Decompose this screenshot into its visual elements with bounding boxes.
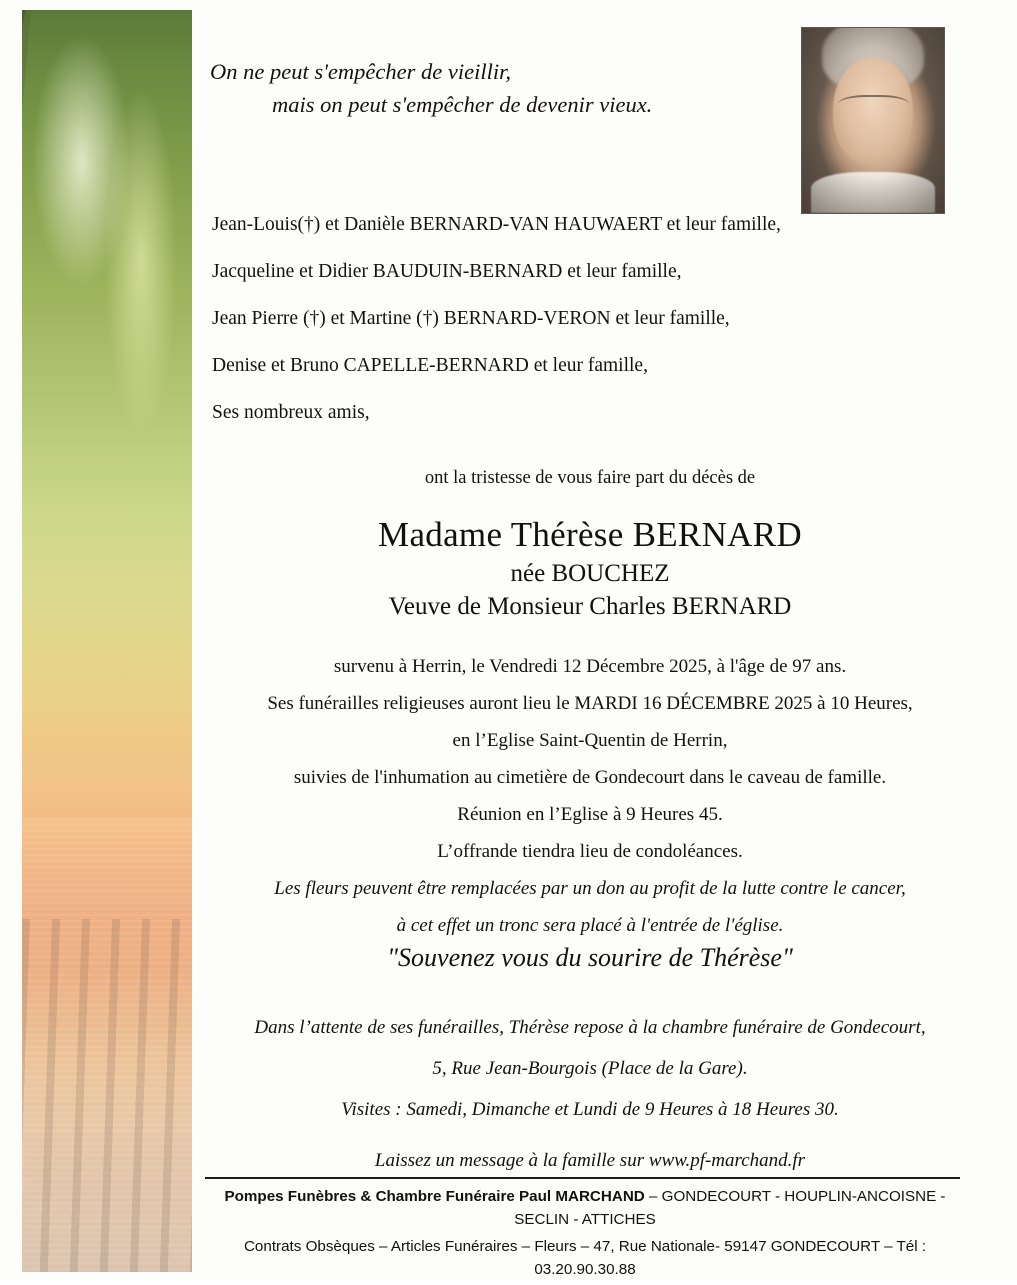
closing-line: 5, Rue Jean-Bourgois (Place de la Gare). <box>432 1058 748 1079</box>
closing-message-link[interactable]: Laissez un message à la famille sur www.pf-marchand.fr <box>374 1150 806 1171</box>
epitaph-line-1: On ne peut s'empêcher de vieillir, <box>210 59 511 84</box>
closing-line: Visites : Samedi, Dimanche et Lundi de 9 Heures à 18 Heures 30. <box>341 1099 839 1120</box>
detail-line: survenu à Herrin, le Vendredi 12 Décembre 2025, à l'âge de 97 ans. <box>333 656 847 677</box>
detail-line: Réunion en l’Eglise à 9 Heures 45. <box>457 804 723 825</box>
closing-line: Dans l’attente de ses funérailles, Thérèse repose à la chambre funéraire de Gondecourt, <box>254 1017 926 1038</box>
family-line: Jacqueline et Didier BAUDUIN-BERNARD et leur famille, <box>212 261 682 282</box>
memorial-quote: "Souvenez vous du sourire de Thérèse" <box>387 943 793 972</box>
footer-company-name: Pompes Funèbres & Chambre Funéraire Paul MARCHAND <box>224 1188 645 1205</box>
footer-block <box>205 1185 965 1285</box>
family-line: Jean Pierre (†) et Martine (†) BERNARD-VERON et leur famille, <box>212 308 730 329</box>
footer-services-line: Contrats Obsèques – Articles Funéraires – Fleurs – 47, Rue Nationale- 59147 GONDECOURT – Tél : 03.20.90.30.88 <box>243 1238 927 1278</box>
footer-company-line <box>205 1185 965 1231</box>
detail-line: suivies de l'inhumation au cimetière de Gondecourt dans le caveau de famille. <box>293 767 887 788</box>
ceremony-details <box>205 652 975 948</box>
closing-block <box>205 1012 975 1186</box>
ground-shadows-layer <box>22 919 192 1272</box>
deceased-spouse: Veuve de Monsieur Charles BERNARD <box>388 593 792 620</box>
detail-line: L’offrande tiendra lieu de condoléances. <box>437 841 743 862</box>
footer-company-locations: – GONDECOURT - HOUPLIN-ANCOISNE - SECLIN - ATTICHES <box>514 1188 946 1228</box>
family-list <box>212 212 952 447</box>
epitaph-block <box>210 55 785 121</box>
detail-line: Les fleurs peuvent être remplacées par un don au profit de la lutte contre le cancer, <box>274 878 906 899</box>
detail-line: en l’Eglise Saint-Quentin de Herrin, <box>452 730 728 751</box>
announcement-lead: ont la tristesse de vous faire part du décès de <box>424 468 756 488</box>
deceased-maiden-name: née BOUCHEZ <box>510 560 670 587</box>
epitaph-line-2: mais on peut s'empêcher de devenir vieux. <box>272 92 653 117</box>
family-line: Ses nombreux amis, <box>212 402 370 423</box>
family-line: Denise et Bruno CAPELLE-BERNARD et leur famille, <box>212 355 648 376</box>
announcement-block <box>205 465 975 624</box>
footer-divider <box>205 1177 960 1179</box>
detail-line: Ses funérailles religieuses auront lieu le MARDI 16 DÉCEMBRE 2025 à 10 Heures, <box>267 693 913 714</box>
card-content <box>205 0 975 1280</box>
family-line: Jean-Louis(†) et Danièle BERNARD-VAN HAUWAERT et leur famille, <box>212 214 781 235</box>
detail-line: à cet effet un tronc sera placé à l'entrée de l'église. <box>396 915 784 936</box>
forest-photo-strip <box>22 10 192 1272</box>
deceased-name: Madame Thérèse BERNARD <box>378 515 802 554</box>
